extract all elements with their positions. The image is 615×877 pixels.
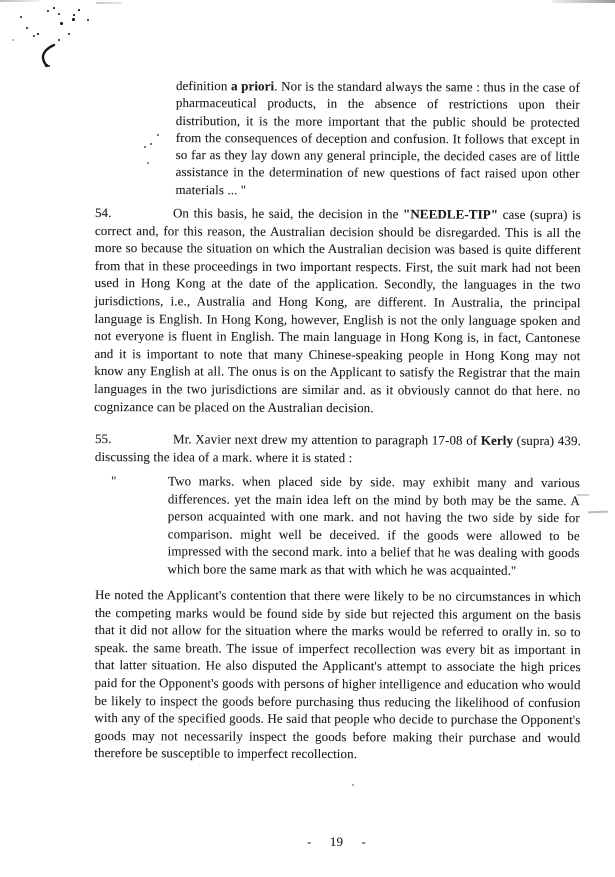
scan-speckle (157, 134, 159, 136)
scan-smudge (0, 0, 40, 2)
paragraph-55 (95, 430, 581, 467)
scan-speckle (58, 13, 60, 15)
paragraph-54-text-b: case (supra) is correct and, for this reason, the Australian decision should be disregarded. This is all the more so because the situation on which the Australian decision was based is quite different from that in these proceedings in two important respects. First, the suit mark had not been used in Hong Kong at the date of the application. Secondly, the languages in the two jurisdictions, i.e., Australia and Hong Kong, are different. In Australia, the principal language is English. In Hong Kong, however, English is not the only language spoken and not everyone is fluent in English. The main language in Hong Kong is, in fact, Cantonese and it is important to note that many Chinese-speaking people in Hong Kong may not know any English at all. The onus is on the Applicant to satisfy the Registrar that the main languages in the two jurisdictions are similar and. as it obviously cannot do that here. no cognizance can be placed on the Australian decision. (94, 206, 581, 415)
scan-speckle (150, 143, 152, 145)
block-quote-text: Two marks. when placed side by side. may exhibit many and various differences. yet the main idea left on the mind by both may be the same. A person acquainted with one mark. and not having the two side by side for comparison. might well be deceived. if the goods were allowed to be impressed with the second mark. into a belief that he was dealing with goods which bore the same mark as that with which he was acquainted." (167, 473, 580, 578)
scan-speckle (147, 162, 149, 164)
scan-speckle (68, 33, 70, 35)
kerly-block-quote (95, 472, 581, 580)
paragraph-54-number: 54. (94, 204, 112, 221)
scan-speckle (352, 784, 354, 786)
scan-speckle (33, 35, 35, 37)
scan-speckle (20, 16, 22, 18)
paragraph-55-text-b: (supra) 439. discussing the idea of a mark. where it is stated : (94, 432, 581, 465)
scan-speckle (47, 10, 49, 12)
intro-quote-body: . Nor is the standard always the same : thus in the case of pharmaceutical products, in the absence of restrictions upon their distribution, it is the more important that the public should be protected from the consequences of deception and confusion. It follows that except in so far as they lay down any general principle, the decided cases are of little assistance in the determination of new questions of fact raised upon other materials ... " (175, 78, 580, 198)
paragraph-55-number: 55. (94, 431, 112, 447)
scan-speckle (53, 7, 55, 9)
scan-smudge (552, 0, 615, 3)
scan-speckle (12, 39, 14, 41)
open-quote-mark: " (110, 473, 117, 489)
scan-speckle (60, 22, 63, 25)
intro-quote-passage (175, 77, 580, 200)
scan-smudge (96, 2, 122, 4)
intro-quote-emphasis: a priori (231, 78, 275, 94)
paragraph-54-text-a: On this basis, he said, the decision in the (172, 205, 404, 222)
scan-speckle (78, 9, 80, 11)
paragraph-54-case-name: "NEEDLE-TIP" (402, 206, 499, 222)
scan-smudge (588, 511, 608, 514)
scan-speckle (87, 19, 89, 21)
page-number: - 19 - (307, 834, 366, 849)
paragraph-55-citation: Kerly (480, 432, 514, 448)
paragraph-55-text-a: Mr. Xavier next drew my attention to paragraph 17-08 of (172, 431, 481, 448)
scan-speckle (37, 33, 39, 35)
scan-speckle (26, 27, 28, 29)
pen-mark-curve (38, 43, 60, 69)
closing-paragraph: He noted the Applicant's contention that there were likely to be no circumstances in which the competing marks would be found side by side but rejected this argument on the basis that it did not allow for the situation where the marks would be referred to orally in. so to speak. the same breath. The issue of imperfect recollection was every bit as important in that latter situation. He also disputed the Applicant's attempt to associate the high prices paid for the Opponent's goods with persons of higher intelligence and education who would be likely to inspect the goods before purchasing thus reducing the likelihood of confusion with any of the specified goods. He said that people who decide to purchase the Opponent's goods may not necessarily inspect the goods before making their purchase and would therefore be susceptible to imperfect recollection. (94, 587, 581, 762)
scan-speckle (58, 39, 60, 41)
scan-speckle (72, 18, 75, 21)
paragraph-54 (94, 204, 581, 417)
scan-speckle (73, 14, 75, 16)
intro-quote-lead-in: definition (175, 77, 232, 94)
scan-speckle (144, 146, 146, 148)
